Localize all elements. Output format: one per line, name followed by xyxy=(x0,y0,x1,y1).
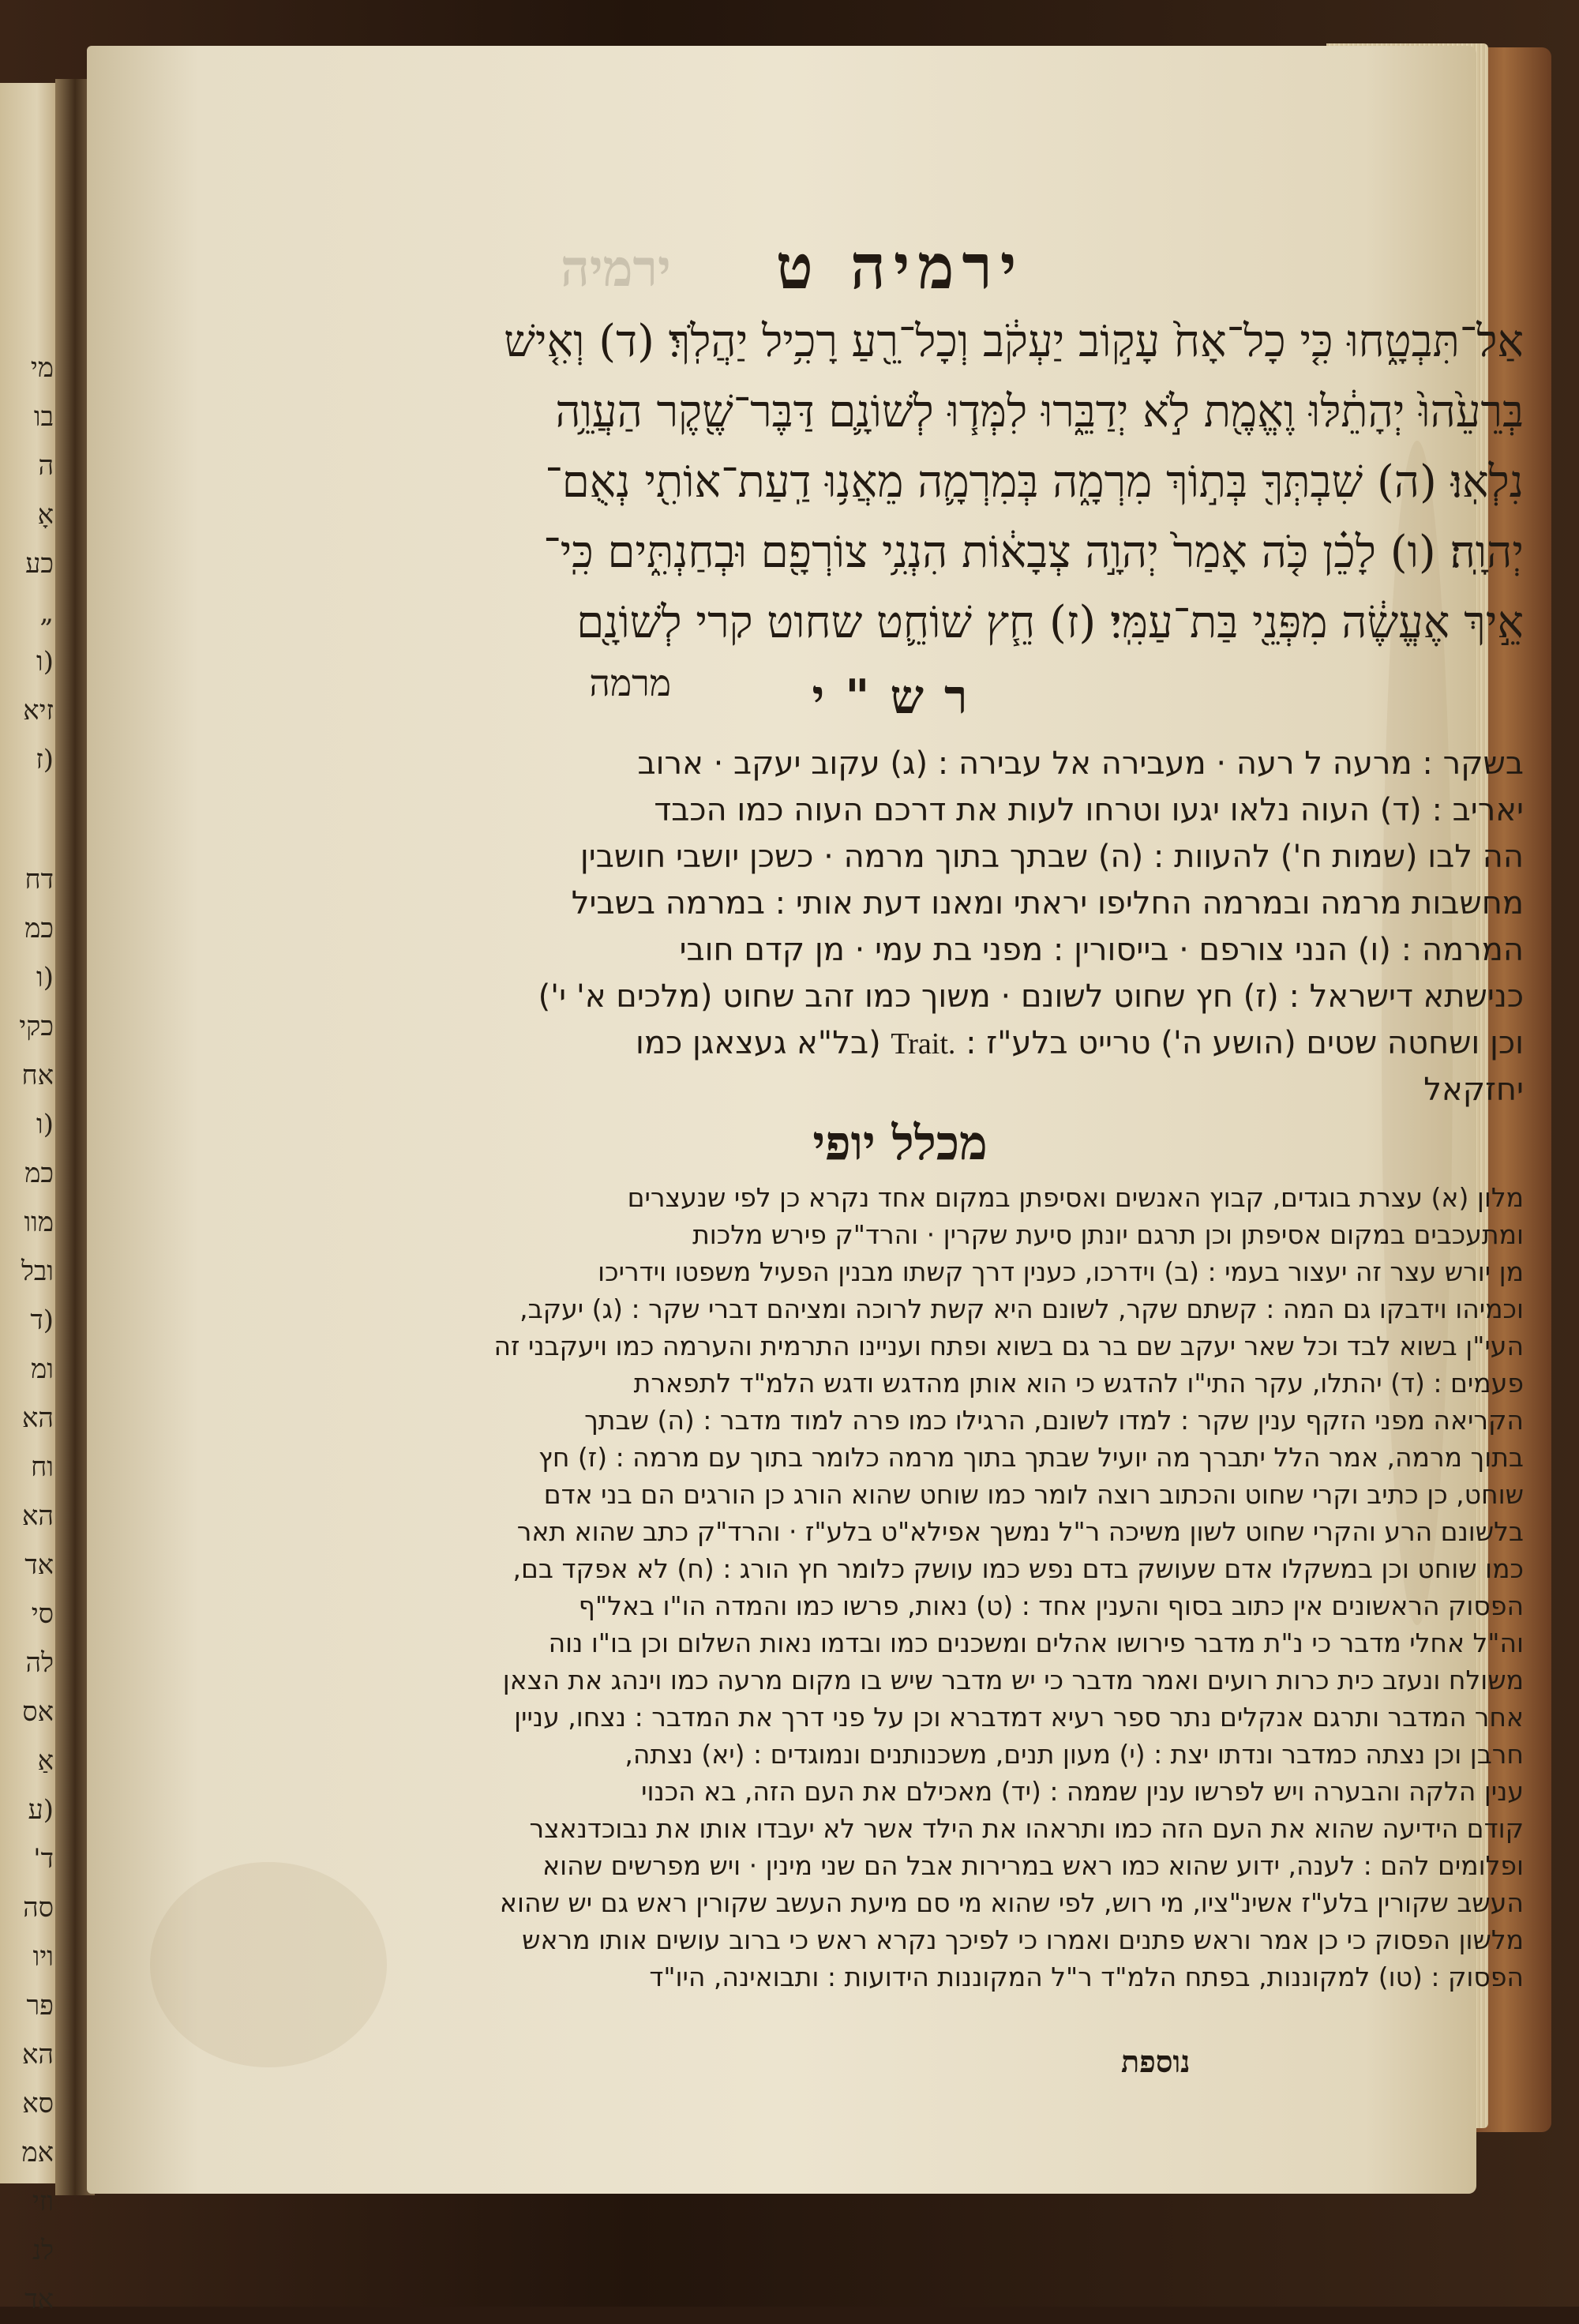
rashi-line: המרמה : (ו) הנני צורפם · בייסורין : מפני בת עמי · מן קדם חובי xyxy=(679,932,1524,968)
margin-fragment: (ו xyxy=(36,962,54,993)
mikhlol-line: מן יורש עצר זה יעצור בעמי : (ב) וידרכו, כענין דרך קשתו מבנין הפעיל משפטו וידריכו xyxy=(598,1256,1524,1287)
mikhlol-line: בתוך מרמה, אמר הלל יתברך מה יועיל שבתך בתוך מרמה כלומר בתוך עם מרמה : (ז) חץ xyxy=(538,1442,1524,1473)
margin-fragment: ה xyxy=(38,450,54,482)
rashi-line: יאריב : (ד) העוה נלאו יגעו וטרחו לעות את דרכם העוה כמו הכבד xyxy=(654,792,1524,828)
margin-fragment: סי xyxy=(31,1598,54,1630)
margin-fragment: (ד xyxy=(30,1305,54,1336)
margin-fragment: ד' xyxy=(33,1843,54,1875)
mikhlol-line: וה"ל אחלי מדבר כי נ"ת מדבר פירושו אהלים ומשכנים כמו ובדמו נאות השלום וכן בו"ו נוה xyxy=(548,1628,1524,1658)
rashi-line: כנישתא דישראל : (ז) חץ שחוט לשונם · משוך כמו זהב שחוט (מלכים א' י') xyxy=(538,978,1524,1015)
margin-fragment: (ז xyxy=(36,744,54,775)
margin-fragment: בו xyxy=(33,401,54,433)
margin-gap xyxy=(0,784,58,855)
margin-fragment: מוו xyxy=(24,1207,54,1238)
margin-fragment: ומ xyxy=(31,1353,54,1385)
rashi-line: מחשבות מרמה ובמרמה החליפו יראתי ומאנו דעת אותי : במרמה בשביל xyxy=(571,885,1524,922)
rashi-line: יחזקאל xyxy=(1423,1072,1524,1108)
margin-fragment: לנ xyxy=(32,2235,54,2266)
book-page xyxy=(87,46,1524,2194)
bible-catchword: מרמה xyxy=(589,662,671,704)
facing-page-sliver xyxy=(0,83,62,2315)
mikhlol-line: קודם הידיעה שהוא את העם הזה כמו ותראהו את הילד אשר לא יעבדו אותו את נבוכדנאצר xyxy=(529,1813,1524,1844)
margin-fragment: אד xyxy=(24,1549,54,1581)
bible-text-block xyxy=(276,306,1524,658)
mikhlol-line: הפסוק : (טו) למקוננות, בפתח הלמ"ד ר"ל המקוננות הידועות : ותבואינה, היו"ד xyxy=(649,1962,1524,1992)
rashi-line: וכן ושחטה שטים (הושע ה') טרייט בלע"ז : Trait. (בל"א געצאגן כמו xyxy=(636,1025,1524,1061)
rashi-line: הה לבו (שמות ח') להעוות : (ה) שבתך בתוך מרמה · כשכן יושבי חושבין xyxy=(579,839,1524,875)
margin-fragment: הא xyxy=(22,1500,54,1532)
margin-fragment: כקי xyxy=(19,1011,54,1042)
bible-line: יְהוָֽה׃ (ו) לָכֵ֗ן כֹּ֤ה אָמַר֙ יְהוָ֣ה צְבָא֔וֹת הִנְנִ֥י צוֹרְפָ֖ם וּבְחַנְתִּ֑ים כִּֽי־ xyxy=(543,527,1524,578)
margin-fragment: אח xyxy=(21,1060,54,1091)
mikhlol-line: הפסוק הראשונים אין כתוב בסוף והענין אחד : (ט) נאות, פרשו כמו והמדה הו"ו באל"ף xyxy=(578,1590,1524,1621)
mikhlol-line: פעמים : (ד) יהתלו, עקר התי"ו להדגש כי הוא אותן מהדגש ודגש הלמ"ד לתפארת xyxy=(633,1368,1524,1399)
page-catchword: נוספת xyxy=(1121,2044,1191,2079)
margin-fragment: ובל xyxy=(21,1256,54,1287)
margin-fragment: כמ xyxy=(24,1158,54,1189)
rashi-line: בשקר : מרעה ל רעה · מעבירה אל עבירה : (ג) עקוב יעקב · ארוב xyxy=(637,745,1524,782)
mikhlol-line: ופלומים להם : לענה, ידוע שהוא כמו ראש במרירות אבל הם שני מינין · ויש מפרשים שהוא xyxy=(542,1850,1524,1881)
mikhlol-line: אחר המדבר ותרגם אנקלים נתר ספר רעיא דמדברא וכן על פני דרך את המדבר : נצחו, עניין xyxy=(514,1702,1524,1733)
show-through-heading: ירמיה xyxy=(561,239,671,298)
bible-line: נִלְאֽוּ׃ (ה) שִׁבְתְּךָ֖ בְּת֣וֹךְ מִרְמָ֑ה בְּמִרְמָ֛ה מֵאֲנ֥וּ דַֽעַת־אוֹתִ֖י נְאֻם־ xyxy=(545,456,1524,508)
margin-fragment: אס xyxy=(22,1696,54,1728)
margin-fragment: ויו xyxy=(32,1941,54,1973)
rashi-title: רש"י xyxy=(812,670,988,725)
margin-fragment: (ו xyxy=(36,646,54,678)
mikhlol-line: ענין הלקה והבערה ויש לפרשו ענין שממה : (יד) מאכילם את העם הזה, בא הכנוי xyxy=(641,1776,1524,1807)
mikhlol-line: העי"ן בשוא לבד וכל שאר יעקב שם בר גם בשוא ופתח ועניינו התרמית והערמה כמו ויעקבני זה xyxy=(493,1331,1524,1361)
margin-fragment: (ו xyxy=(36,1109,54,1140)
margin-fragment: וזי xyxy=(32,2186,54,2217)
margin-fragment: אַ xyxy=(37,1745,54,1777)
margin-fragment: וח xyxy=(31,1451,54,1483)
bible-line: בְּרֵעֵ֙הוּ֙ יְהָתֵ֔לּוּ וֶאֱמֶ֖ת לֹ֣א יְדַבֵּ֑רוּ לִמְּד֧וּ לְשׁוֹנָ֛ם דַּבֶּר־שֶׁ֖קֶר הַעֲוֵ֥ה xyxy=(555,386,1524,437)
margin-fragment: (ע xyxy=(28,1794,54,1826)
margin-fragment: מי xyxy=(30,352,54,384)
mikhlol-line: ומתעכבים במקום אסיפתן וכן תרגם יונתן סיעת שקרין · והרד"ק פירש מלכות xyxy=(692,1219,1524,1250)
margin-fragment: הא xyxy=(22,2039,54,2071)
mikhlol-line: וכמיהו וידבקו גם המה : קשתם שקר, לשונם היא קשת לרוכה ומציהם דברי שקר : (ג) יעקב, xyxy=(519,1293,1524,1324)
margin-fragment: כע xyxy=(25,548,54,580)
margin-fragment: אמ xyxy=(21,2137,54,2168)
rashi-commentary xyxy=(276,741,1524,1113)
margin-fragment: סא xyxy=(22,2088,54,2119)
mikhlol-line: שוחט, כן כתיב וקרי שחוט והכתוב רוצה לומר כמו שוחט שהוא הורג כן הורגים הם בני אדם xyxy=(543,1479,1524,1510)
mikhlol-line: חרבן וכן נצתה כמדבר ונדתו יצת : (י) מעון תנים, משכנותנים ונמוגדים : (יא) נצתה, xyxy=(624,1739,1524,1770)
running-head: ירמיה ט xyxy=(775,231,1025,303)
margin-fragment: פר xyxy=(26,1990,54,2022)
mikhlol-line: משולח ונעזב כית כרות רועים ואמר מדבר כי יש מדבר שיש בו מקום מרעה כמו וינהג את הצאן xyxy=(502,1665,1524,1695)
margin-fragment: הא xyxy=(22,1402,54,1434)
bible-line: אַל־תִּבְטָ֑חוּ כִּ֤י כָל־אָח֙ עָק֣וֹב יַעְקֹ֔ב וְכָל־רֵ֖עַ רָכִ֥יל יַהֲלֹֽךְ׃ (ד) וְאִ֤ישׁ xyxy=(504,316,1524,367)
margin-fragment: כמ xyxy=(24,913,54,944)
mikhlol-line: מלון (א) עצרת בוגדים, קבוץ האנשים ואסיפתן במקום אחד נקרא כן לפי שנעצרים xyxy=(627,1182,1524,1213)
mikhlol-line: העשב שקורין בלע"ז אשינ"ציו, מי רוש, לפי שהוא מי סם מיעת העשב שקורין ראש גם יש שהוא xyxy=(499,1887,1524,1918)
margin-fragment: לה xyxy=(25,1647,54,1679)
facing-page-text-fragments xyxy=(0,344,58,2324)
mikhlol-yofi-title: מכלל יופי xyxy=(812,1116,988,1171)
margin-fragment: זיא xyxy=(23,695,54,726)
mikhlol-yofi-commentary xyxy=(261,1179,1524,1995)
mikhlol-line: הקריאה מפני הזקף ענין שקר : למדו לשונם, הרגילו כמו פרה למוד מדבר : (ה) שבתך xyxy=(584,1405,1524,1436)
mikhlol-line: כמו שוחט וכן במשקלו אדם שעושק בדם נפש כמו עושק כלומר חץ הורג : (ח) לא אפקד בם, xyxy=(512,1553,1524,1584)
mikhlol-line: בלשונם הרע והקרי שחוט לשון משיכה ר"ל נמשך אפילא"ט בלע"ז · והרד"ק כתב שהוא תאר xyxy=(516,1516,1524,1547)
margin-fragment: אָ xyxy=(37,499,54,531)
bible-line: אֵ֣יךְ אֶעֱשֶׂ֔ה מִפְּנֵ֖י בַּת־עַמִּֽי׃ (ז) חֵ֧ץ שׁוֹחֵ֛ט שחוט קרי לְשׁוֹנָ֖ם xyxy=(576,597,1524,648)
margin-fragment: אד xyxy=(24,2284,54,2315)
margin-fragment: סה xyxy=(23,1892,54,1924)
margin-fragment: „ xyxy=(39,597,54,629)
mikhlol-line: מלשון הפסוק כי כן אמר וראש פתנים ואמרו כי לפיכך נקרא ראש כי ברוב עושים אותו מראש xyxy=(522,1924,1524,1955)
margin-fragment: דח xyxy=(24,864,54,895)
